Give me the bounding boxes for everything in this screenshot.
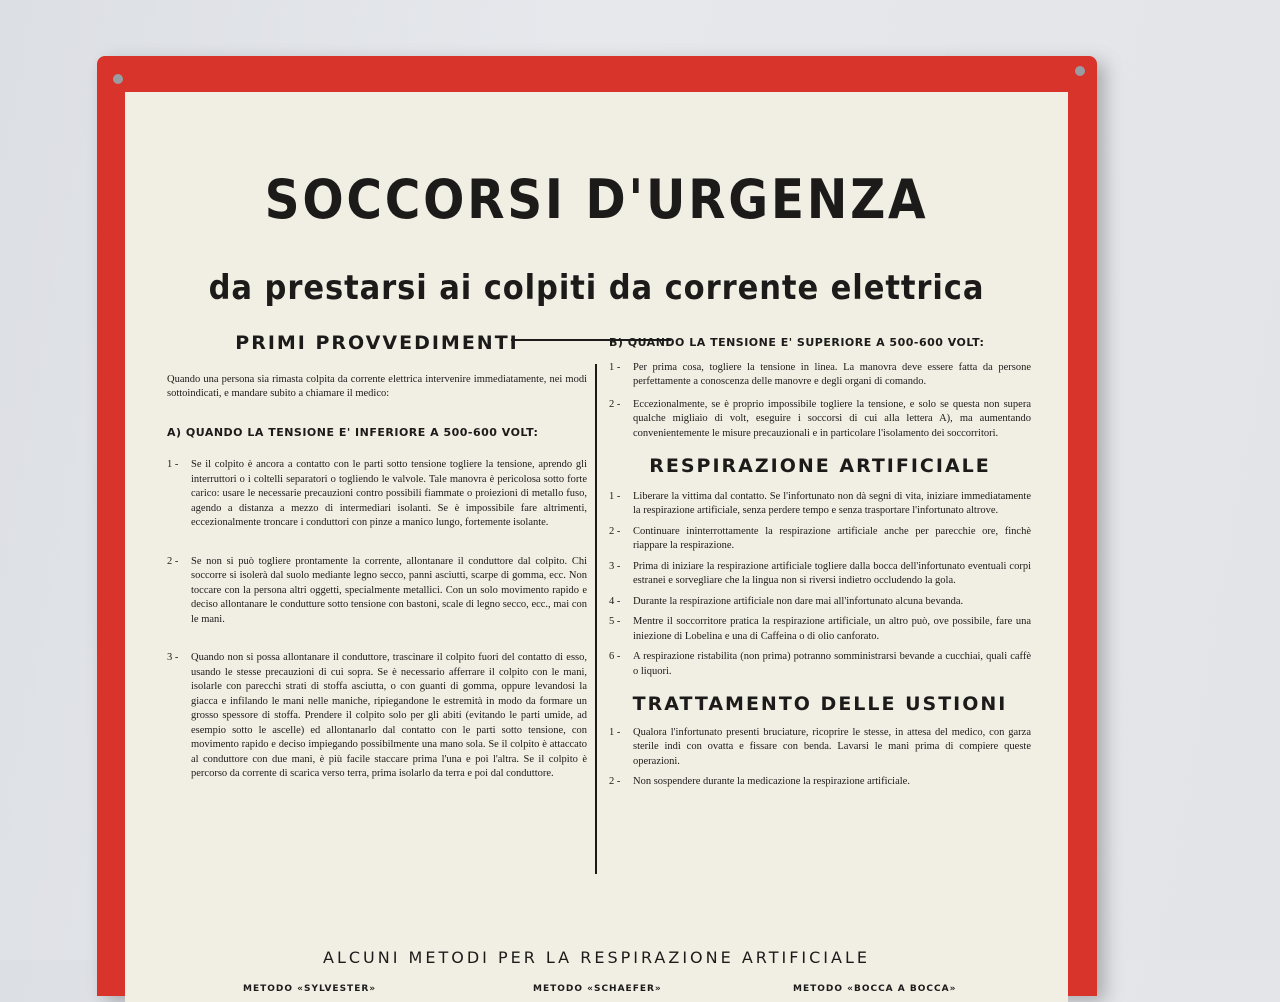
section-b-heading: B) QUANDO LA TENSIONE E' SUPERIORE A 500-600 VOLT: [609,336,985,349]
heading-trattamento-ustioni: TRATTAMENTO DELLE USTIONI [632,693,1008,715]
intro-text: Quando una persona sia rimasta colpita da corrente elettrica intervenire immediatamente, nei modi sottoindicati, e mandare subito a chiamare il medico: [167,373,587,399]
method-schaefer: METODO «SCHAEFER» [533,984,662,994]
list-item: 1 - Per prima cosa, togliere la tensione in linea. La manovra deve essere fatta da persone perfettamente a conoscenza delle manovre e degli organi di comando. [609,361,1031,387]
mounting-hole-left [113,74,123,84]
list-item: 2 - Non sospendere durante la medicazione la respirazione artificiale. [609,776,910,787]
method-sylvester: METODO «SYLVESTER» [243,984,377,994]
method-bocca-a-bocca: METODO «BOCCA A BOCCA» [793,984,957,994]
right-column [609,336,1031,790]
section-a-heading: A) QUANDO LA TENSIONE E' INFERIORE A 500-600 VOLT: [167,425,539,439]
list-item: 2 - Se non si può togliere prontamente la corrente, allontanare il conduttore dal colpito. Chi soccorre si isolerà dal suolo mediante legno secco, panni asciutti, scarpe di gomma, ecc. Non toccare con la persona altri oggetti, specialmente metallici. Con un solo movimento rapido e deciso allontanare le condutture sotto tensione con bastoni, scale di legno secco, ecc., mai con le mani. [167,555,587,625]
warning-sign [97,56,1097,996]
column-divider [595,364,597,874]
sign-subtitle: da prestarsi ai colpiti da corrente elettrica [208,268,985,308]
list-item: 1 - Se il colpito è ancora a contatto con le parti sotto tensione togliere la tensione, aprendo gli interruttori o i coltelli separatori o togliendo le valvole. Tale manovra è pericolosa sotto forte carico: usare le necessarie precauzioni contro possibili fiammate o proiezioni di metallo fuso, agendo a distanza a mezzo di intermediari isolanti. Se è impossibile fare altrimenti, eccezionalmente troncare i conduttori con pinze a manico lungo, fortemente isolante. [167,459,587,528]
heading-primi-provvedimenti: PRIMI PROVVEDIMENTI [235,332,519,354]
list-item: 2 - Eccezionalmente, se è proprio impossibile togliere la tensione, e solo se questa non supera qualche migliaio di volt, eseguire i soccorsi di cui alla lettera A), ma aumentando convenientemente le misure precauzionali e in particolare l'isolamento dei soccorritori. [609,398,1031,439]
list-item: 6 - A respirazione ristabilita (non prima) potranno somministrarsi bevande a cucchiai, quali caffè o liquori. [609,651,1031,677]
footer-title: ALCUNI METODI PER LA RESPIRAZIONE ARTIFICIALE [323,948,870,967]
list-item: 5 - Mentre il soccorritore pratica la respirazione artificiale, un altro può, ove possibile, fare una iniezione di Lobelina e una di Caffeina o di olio canforato. [609,616,1031,642]
list-item: 4 - Durante la respirazione artificiale non dare mai all'infortunato alcuna bevanda. [609,595,964,607]
list-item: 1 - Liberare la vittima dal contatto. Se l'infortunato non dà segni di vita, iniziare immediatamente la respirazione artificiale, senza perdere tempo e senza trasportare l'infortunato altrove. [609,490,1031,516]
list-item: 3 - Quando non si possa allontanare il conduttore, trascinare il colpito fuori del contatto di esso, usando le stesse precauzioni di cui sopra. Se è necessario afferrare il colpito con le mani, isolarle con parecchi strati di stoffa asciutta, o con guanti di gomma, oppure levandosi la giacca e infilando le mani nelle maniche, ripiegandone le estremità in modo da formare un grosso spessore di stoffa. Prendere il colpito solo per gli abiti (evitando le parti umide, ad esempio sotto le ascelle) ed allontanarlo dal contatto con le parti sotto tensione, con movimento rapido e deciso impiegando possibilmente una mano sola. Se il colpito è attaccato al conduttore con due mani, è più facile staccare prima l'una e poi l'altra. Se il colpito è percorso da corrente di scarica verso terra, prima isolarlo da terra e poi dal conduttore. [167,652,587,779]
list-item: 1 - Qualora l'infortunato presenti bruciature, ricoprire le stesse, in attesa del medico, con garza sterile indi con ovatta e fissare con benda. Lavarsi le mani prima di compiere queste operazioni. [609,726,1031,767]
left-column [167,332,587,782]
list-item: 2 - Continuare ininterrottamente la respirazione artificiale anche per parecchie ore, finchè riappare la respirazione. [609,525,1031,551]
sign-panel [125,92,1068,1002]
heading-respirazione-artificiale: RESPIRAZIONE ARTIFICIALE [649,455,991,477]
mounting-hole-right [1075,66,1085,76]
list-item: 3 - Prima di iniziare la respirazione artificiale togliere dalla bocca dell'infortunato eventuali corpi estranei e sorvegliare che la lingua non si riversi indietro occludendo la gola. [609,560,1031,586]
sign-title: SOCCORSI D'URGENZA [264,168,929,231]
